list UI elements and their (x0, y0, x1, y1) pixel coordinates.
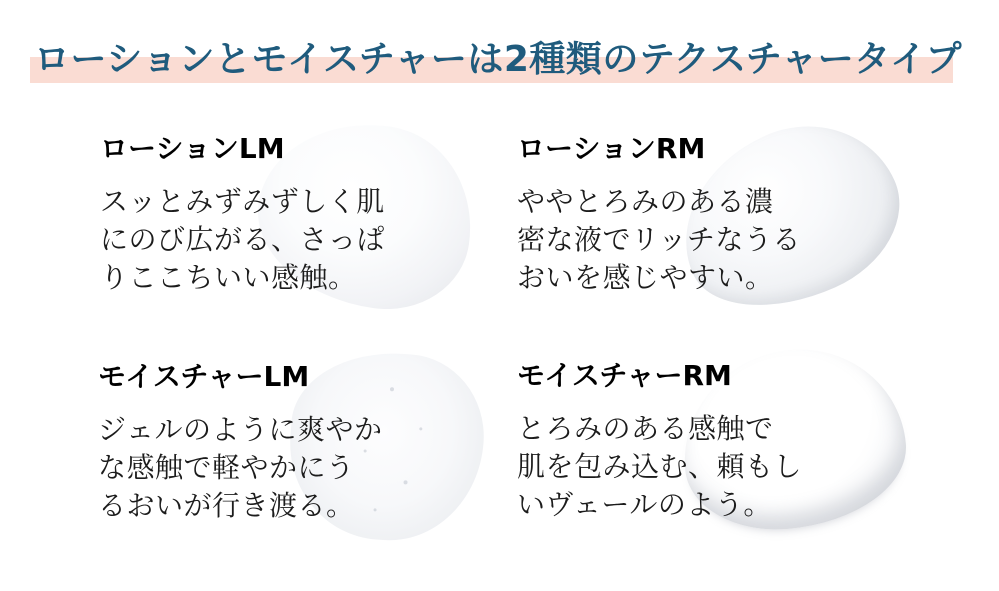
section-heading-lotion-lm: ローションLM (100, 132, 285, 165)
body-line: 密な液でリッチなうる (517, 223, 801, 256)
section-moisture-rm (517, 360, 802, 524)
body-line: スッとみずみずしく肌 (100, 185, 385, 218)
body-line: るおいが行き渡る。 (98, 489, 355, 522)
gel-bubble (390, 387, 394, 391)
body-line: ややとろみのある濃 (517, 185, 774, 218)
section-body-lotion-lm (100, 183, 385, 297)
body-line: りここちいい感触。 (100, 261, 357, 294)
section-heading-moisture-lm: モイスチャーLM (98, 360, 310, 393)
section-body-lotion-rm (517, 183, 801, 297)
body-line: いヴェールのよう。 (517, 488, 772, 521)
section-moisture-lm (98, 361, 382, 525)
section-lotion-lm (100, 133, 385, 297)
body-line: 肌を包み込む、頼もし (517, 450, 803, 483)
body-line: とろみのある感触で (517, 412, 774, 445)
section-body-moisture-lm (98, 411, 382, 525)
body-line: おいを感じやすい。 (517, 261, 774, 294)
body-line: ジェルのように爽やか (98, 413, 383, 446)
page-title: ローションとモイスチャーは2種類のテクスチャータイプ (34, 39, 962, 80)
gel-bubble (419, 427, 422, 430)
body-line: な感触で軽やかにう (98, 451, 355, 484)
body-line: にのび広がる、さっぱ (100, 223, 386, 256)
section-body-moisture-rm (517, 410, 802, 524)
gel-bubble (403, 480, 407, 484)
section-heading-lotion-rm: ローションRM (517, 132, 706, 165)
section-lotion-rm (517, 133, 801, 297)
section-heading-moisture-rm: モイスチャーRM (517, 359, 732, 392)
